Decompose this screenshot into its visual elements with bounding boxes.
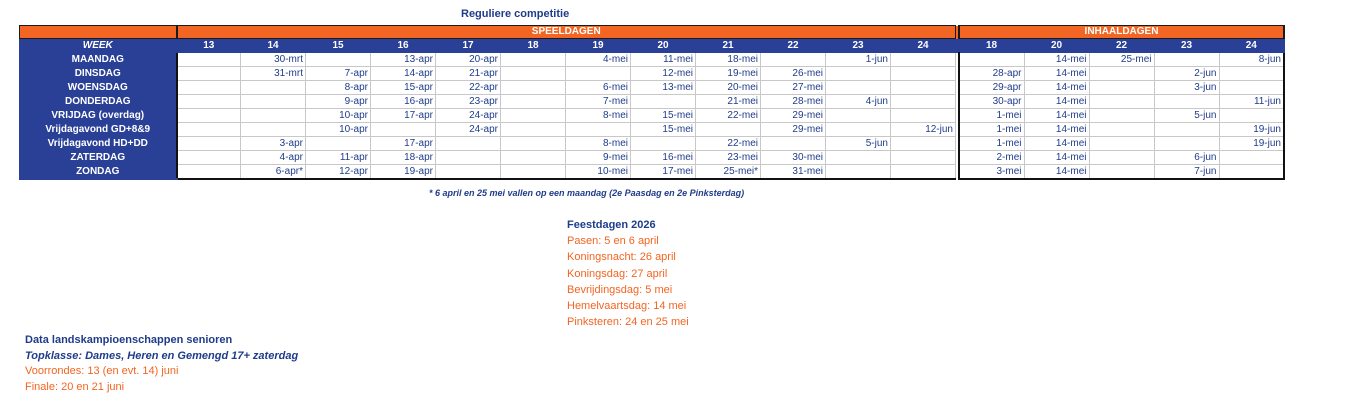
- date-cell: 25-mei: [1089, 53, 1154, 67]
- table-row: [20, 109, 1285, 123]
- date-cell: 11-jun: [1219, 95, 1284, 109]
- date-cell: 6-apr*: [241, 165, 306, 180]
- date-cell: [891, 151, 956, 165]
- date-cell: [501, 95, 566, 109]
- date-cell: [501, 165, 566, 180]
- date-cell: [826, 123, 891, 137]
- date-cell: [1089, 165, 1154, 180]
- date-cell: [891, 109, 956, 123]
- date-cell: [177, 67, 241, 81]
- date-cell: 2-jun: [1154, 67, 1219, 81]
- date-cell: 8-mei: [566, 109, 631, 123]
- date-cell: 24-apr: [436, 109, 501, 123]
- date-cell: [306, 137, 371, 151]
- date-cell: [826, 81, 891, 95]
- date-cell: 4-apr: [241, 151, 306, 165]
- date-cell: [826, 67, 891, 81]
- day-label: VRIJDAG (overdag): [20, 109, 177, 123]
- date-cell: 28-mei: [761, 95, 826, 109]
- championship-heading: Data landskampioenschappen senioren: [25, 334, 233, 346]
- week-number: 21: [696, 39, 761, 53]
- championship-item: Voorrondes: 13 (en evt. 14) juni: [25, 365, 179, 377]
- date-cell: [1089, 81, 1154, 95]
- table-row: [20, 53, 1285, 67]
- date-cell: [1089, 137, 1154, 151]
- date-cell: 13-mei: [631, 81, 696, 95]
- date-cell: 1-mei: [959, 137, 1024, 151]
- holiday-item: Koningsnacht: 26 april: [567, 251, 676, 264]
- date-cell: 11-apr: [306, 151, 371, 165]
- date-cell: 14-mei: [1024, 109, 1089, 123]
- day-label: Vrijdagavond GD+8&9: [20, 123, 177, 137]
- date-cell: [501, 67, 566, 81]
- date-cell: [566, 67, 631, 81]
- date-cell: 19-jun: [1219, 123, 1284, 137]
- date-cell: [761, 137, 826, 151]
- holiday-item: Pasen: 5 en 6 april: [567, 235, 659, 248]
- date-cell: 12-jun: [891, 123, 956, 137]
- date-cell: [241, 109, 306, 123]
- date-cell: [1089, 123, 1154, 137]
- date-cell: 17-apr: [371, 109, 436, 123]
- date-cell: [891, 165, 956, 180]
- speeldagen-header: SPEELDAGEN: [177, 26, 956, 39]
- week-number: 17: [436, 39, 501, 53]
- date-cell: 1-jun: [826, 53, 891, 67]
- date-cell: 10-apr: [306, 123, 371, 137]
- day-label: DONDERDAG: [20, 95, 177, 109]
- date-cell: 10-apr: [306, 109, 371, 123]
- date-cell: 21-mei: [696, 95, 761, 109]
- date-cell: [501, 151, 566, 165]
- table-row: [20, 95, 1285, 109]
- date-cell: 14-apr: [371, 67, 436, 81]
- band-corner: [20, 26, 177, 39]
- date-cell: 23-mei: [696, 151, 761, 165]
- date-cell: [501, 137, 566, 151]
- date-cell: 8-jun: [1219, 53, 1284, 67]
- date-cell: 20-apr: [436, 53, 501, 67]
- date-cell: 9-mei: [566, 151, 631, 165]
- day-label: MAANDAG: [20, 53, 177, 67]
- date-cell: [566, 123, 631, 137]
- date-cell: 23-apr: [436, 95, 501, 109]
- date-cell: 31-mrt: [241, 67, 306, 81]
- date-cell: [177, 151, 241, 165]
- date-cell: 3-apr: [241, 137, 306, 151]
- date-cell: [177, 123, 241, 137]
- date-cell: 22-mei: [696, 109, 761, 123]
- date-cell: [891, 67, 956, 81]
- holiday-item: Koningsdag: 27 april: [567, 267, 668, 280]
- date-cell: 16-apr: [371, 95, 436, 109]
- date-cell: 1-mei: [959, 109, 1024, 123]
- date-cell: 15-mei: [631, 123, 696, 137]
- week-label: WEEK: [20, 39, 177, 53]
- date-cell: [826, 165, 891, 180]
- week-number: 24: [891, 39, 956, 53]
- date-cell: 19-jun: [1219, 137, 1284, 151]
- inhaaldagen-header: INHAALDAGEN: [959, 26, 1284, 39]
- date-cell: 1-mei: [959, 123, 1024, 137]
- date-cell: [761, 53, 826, 67]
- date-cell: 10-mei: [566, 165, 631, 180]
- date-cell: 22-mei: [696, 137, 761, 151]
- date-cell: 15-apr: [371, 81, 436, 95]
- date-cell: [177, 81, 241, 95]
- date-cell: 14-mei: [1024, 137, 1089, 151]
- date-cell: 13-apr: [371, 53, 436, 67]
- date-cell: [501, 53, 566, 67]
- week-number: 20: [1024, 39, 1089, 53]
- date-cell: 7-apr: [306, 67, 371, 81]
- date-cell: 6-jun: [1154, 151, 1219, 165]
- date-cell: [177, 109, 241, 123]
- holidays-block: [567, 217, 689, 330]
- schedule-table: [19, 25, 1285, 180]
- date-cell: 5-jun: [826, 137, 891, 151]
- date-cell: 30-mrt: [241, 53, 306, 67]
- date-cell: [371, 123, 436, 137]
- date-cell: [1089, 95, 1154, 109]
- date-cell: [1219, 81, 1284, 95]
- date-cell: 7-jun: [1154, 165, 1219, 180]
- date-cell: [241, 81, 306, 95]
- date-cell: 14-mei: [1024, 165, 1089, 180]
- date-cell: 14-mei: [1024, 95, 1089, 109]
- week-number: 22: [761, 39, 826, 53]
- date-cell: 19-mei: [696, 67, 761, 81]
- date-cell: [241, 123, 306, 137]
- week-number: 22: [1089, 39, 1154, 53]
- date-cell: 29-mei: [761, 123, 826, 137]
- date-cell: [1154, 95, 1219, 109]
- date-cell: [826, 151, 891, 165]
- date-cell: [1219, 165, 1284, 180]
- date-cell: [891, 95, 956, 109]
- date-cell: 21-apr: [436, 67, 501, 81]
- week-number: 24: [1219, 39, 1284, 53]
- date-cell: [696, 123, 761, 137]
- date-cell: [631, 137, 696, 151]
- holiday-item: Hemelvaartsdag: 14 mei: [567, 300, 687, 313]
- date-cell: 18-mei: [696, 53, 761, 67]
- date-cell: 16-mei: [631, 151, 696, 165]
- date-cell: 26-mei: [761, 67, 826, 81]
- date-cell: [1219, 67, 1284, 81]
- date-cell: 15-mei: [631, 109, 696, 123]
- date-cell: 2-mei: [959, 151, 1024, 165]
- date-cell: 19-apr: [371, 165, 436, 180]
- table-row: [20, 151, 1285, 165]
- week-number: 18: [959, 39, 1024, 53]
- week-number: 15: [306, 39, 371, 53]
- date-cell: [436, 151, 501, 165]
- week-number: 14: [241, 39, 306, 53]
- championship-block: [25, 333, 298, 395]
- date-cell: [1089, 151, 1154, 165]
- date-cell: 5-jun: [1154, 109, 1219, 123]
- week-number: 18: [501, 39, 566, 53]
- date-cell: 3-jun: [1154, 81, 1219, 95]
- date-cell: 27-mei: [761, 81, 826, 95]
- date-cell: 4-jun: [826, 95, 891, 109]
- day-label: Vrijdagavond HD+DD: [20, 137, 177, 151]
- date-cell: 28-apr: [959, 67, 1024, 81]
- date-cell: [1219, 109, 1284, 123]
- date-cell: [501, 109, 566, 123]
- date-cell: 24-apr: [436, 123, 501, 137]
- date-cell: 8-mei: [566, 137, 631, 151]
- date-cell: [501, 123, 566, 137]
- date-cell: [436, 165, 501, 180]
- footnote: * 6 april en 25 mei vallen op een maandag (2e Paasdag en 2e Pinksterdag): [429, 188, 745, 198]
- date-cell: 29-mei: [761, 109, 826, 123]
- date-cell: 14-mei: [1024, 151, 1089, 165]
- date-cell: 3-mei: [959, 165, 1024, 180]
- date-cell: [241, 95, 306, 109]
- date-cell: [1154, 137, 1219, 151]
- date-cell: 8-apr: [306, 81, 371, 95]
- date-cell: 29-apr: [959, 81, 1024, 95]
- date-cell: [1219, 151, 1284, 165]
- date-cell: 25-mei*: [696, 165, 761, 180]
- date-cell: [177, 95, 241, 109]
- date-cell: 11-mei: [631, 53, 696, 67]
- date-cell: 14-mei: [1024, 81, 1089, 95]
- date-cell: [501, 81, 566, 95]
- date-cell: 22-apr: [436, 81, 501, 95]
- section-header-row: [20, 26, 1285, 39]
- schedule-body: [20, 26, 1285, 180]
- week-number: 23: [826, 39, 891, 53]
- date-cell: [177, 137, 241, 151]
- date-cell: 4-mei: [566, 53, 631, 67]
- date-cell: 18-apr: [371, 151, 436, 165]
- date-cell: 31-mei: [761, 165, 826, 180]
- day-label: ZONDAG: [20, 165, 177, 180]
- date-cell: 9-apr: [306, 95, 371, 109]
- date-cell: 30-mei: [761, 151, 826, 165]
- day-label: ZATERDAG: [20, 151, 177, 165]
- date-cell: 20-mei: [696, 81, 761, 95]
- date-cell: [177, 53, 241, 67]
- date-cell: [959, 53, 1024, 67]
- week-number: 23: [1154, 39, 1219, 53]
- table-row: [20, 81, 1285, 95]
- date-cell: 14-mei: [1024, 67, 1089, 81]
- date-cell: 7-mei: [566, 95, 631, 109]
- date-cell: [891, 137, 956, 151]
- date-cell: [177, 165, 241, 180]
- date-cell: 6-mei: [566, 81, 631, 95]
- week-number: 20: [631, 39, 696, 53]
- table-row: [20, 123, 1285, 137]
- holidays-heading: Feestdagen 2026: [567, 219, 656, 231]
- day-label: WOENSDAG: [20, 81, 177, 95]
- holiday-item: Bevrijdingsdag: 5 mei: [567, 283, 673, 296]
- week-number-row: [20, 39, 1285, 53]
- holiday-item: Pinksteren: 24 en 25 mei: [567, 316, 689, 329]
- day-label: DINSDAG: [20, 67, 177, 81]
- date-cell: 14-mei: [1024, 53, 1089, 67]
- date-cell: [631, 95, 696, 109]
- date-cell: [826, 109, 891, 123]
- date-cell: 12-apr: [306, 165, 371, 180]
- date-cell: 17-mei: [631, 165, 696, 180]
- date-cell: 12-mei: [631, 67, 696, 81]
- page-title: Reguliere competitie: [461, 8, 570, 20]
- date-cell: 14-mei: [1024, 123, 1089, 137]
- table-row: [20, 137, 1285, 151]
- week-number: 16: [371, 39, 436, 53]
- date-cell: 30-apr: [959, 95, 1024, 109]
- date-cell: [436, 137, 501, 151]
- date-cell: [1089, 67, 1154, 81]
- date-cell: [891, 81, 956, 95]
- week-number: 19: [566, 39, 631, 53]
- table-row: [20, 67, 1285, 81]
- date-cell: [1089, 109, 1154, 123]
- championship-item: Finale: 20 en 21 juni: [25, 380, 125, 393]
- table-row: [20, 165, 1285, 180]
- championship-subheading: Topklasse: Dames, Heren en Gemengd 17+ zaterdag: [25, 349, 299, 362]
- date-cell: [891, 53, 956, 67]
- date-cell: [1154, 123, 1219, 137]
- date-cell: 17-apr: [371, 137, 436, 151]
- date-cell: [1154, 53, 1219, 67]
- week-number: 13: [177, 39, 241, 53]
- date-cell: [306, 53, 371, 67]
